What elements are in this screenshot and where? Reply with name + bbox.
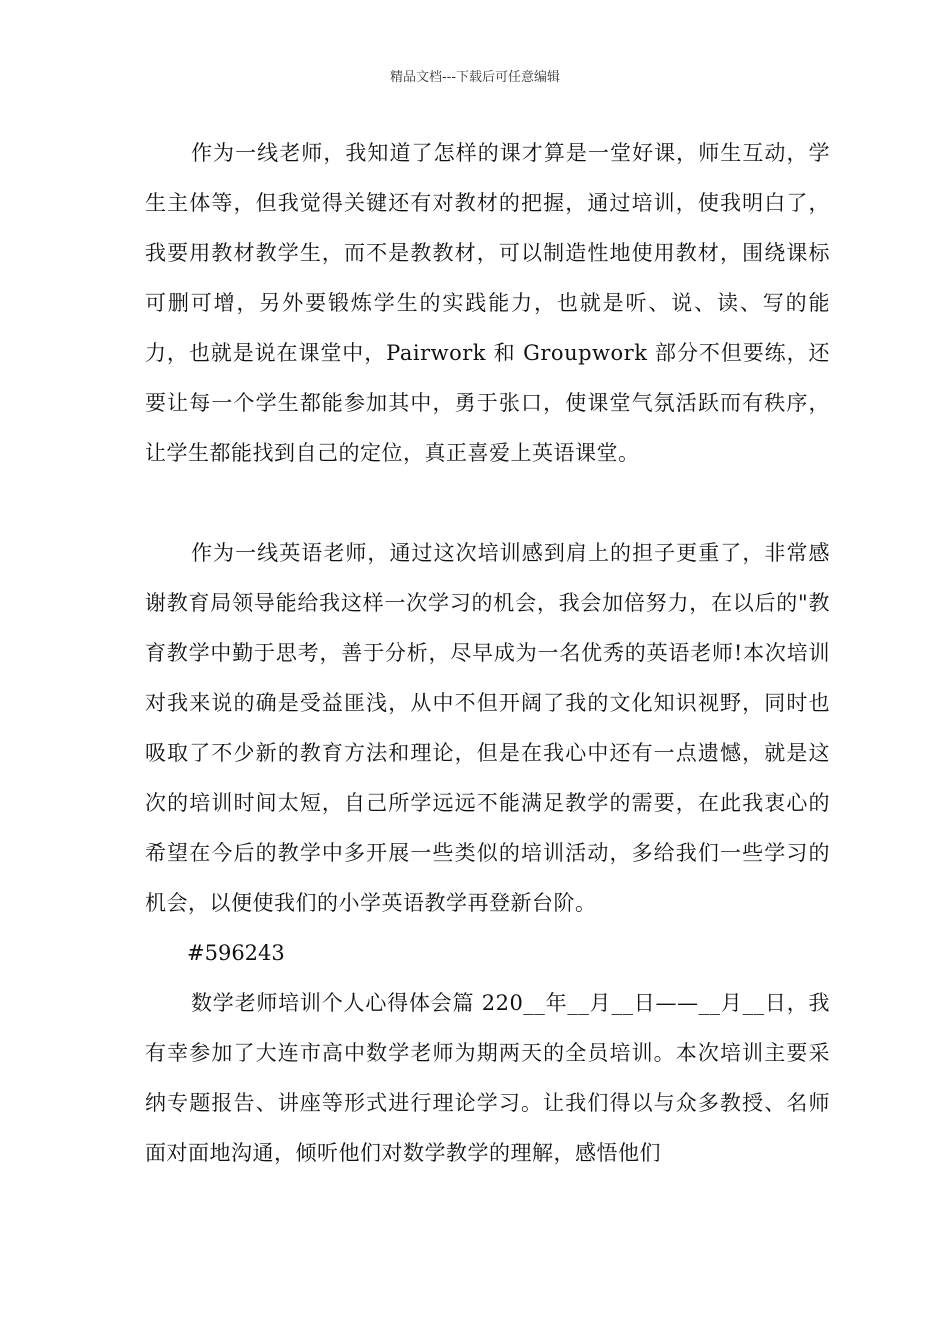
paragraph-3: 数学老师培训个人心得体会篇 220__年__月__日——__月__日，我有幸参加了大连市高中数学老师为期两天的全员培训。本次培训主要采纳专题报告、讲座等形式进行理论学习。让我们得以与众多教授、名师面对面地沟通，倾听他们对数学教学的理解，感悟他们 <box>145 991 830 1165</box>
paragraph-gap <box>145 478 830 528</box>
document-body <box>145 128 830 1178</box>
paragraph-1: 作为一线老师，我知道了怎样的课才算是一堂好课，师生互动，学生主体等，但我觉得关键还有对教材的把握，通过培训，使我明白了，我要用教材教学生，而不是教教材，可以制造性地使用教材，围绕课标可删可增，另外要锻炼学生的实践能力，也就是听、说、读、写的能力，也就是说在课堂中，Pairwork 和 Groupwork 部分不但要练，还要让每一个学生都能参加其中，勇于张口，使课堂气氛活跃而有秩序，让学生都能找到自己的定位，真正喜爱上英语课堂。 <box>145 141 830 465</box>
reference-number: #596243 <box>187 941 285 965</box>
paragraph-2: 作为一线英语老师，通过这次培训感到肩上的担子更重了，非常感谢教育局领导能给我这样一次学习的机会，我会加倍努力，在以后的"教育教学中勤于思考，善于分析，尽早成为一名优秀的英语老师!本次培训对我来说的确是受益匪浅，从中不但开阔了我的文化知识视野，同时也吸取了不少新的教育方法和理论，但是在我心中还有一点遗憾，就是这次的培训时间太短，自己所学远远不能满足教学的需要，在此我衷心的希望在今后的教学中多开展一些类似的培训活动，多给我们一些学习的机会，以便使我们的小学英语教学再登新台阶。 <box>145 541 830 915</box>
page-header: 精品文档---下载后可任意编辑 <box>389 70 561 85</box>
